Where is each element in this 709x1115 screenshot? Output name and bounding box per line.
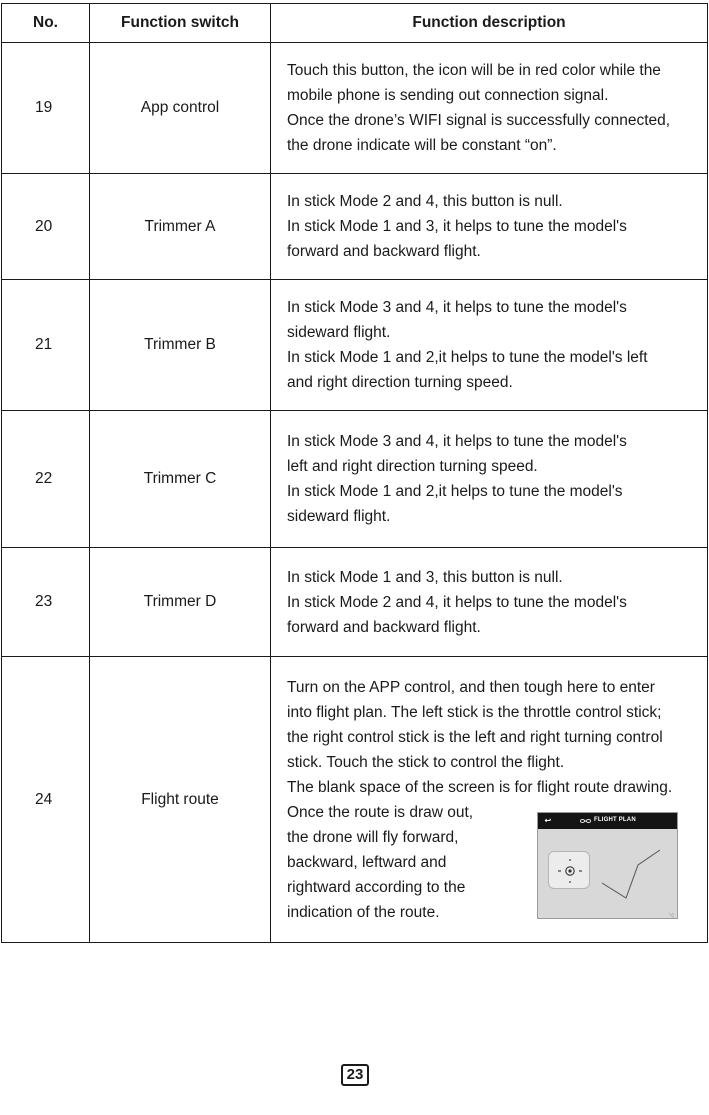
description-line: In stick Mode 1 and 2,it helps to tune the model's left xyxy=(287,349,648,366)
description-line: sideward flight. xyxy=(287,508,391,525)
table-row xyxy=(2,280,708,411)
description-line: into flight plan. The left stick is the throttle control stick; xyxy=(287,703,662,721)
function-description xyxy=(271,280,708,411)
description-line: forward and backward flight. xyxy=(287,243,481,260)
description-line: stick. Touch the stick to control the flight. xyxy=(287,753,565,771)
header-no: No. xyxy=(2,4,90,43)
function-description xyxy=(271,43,708,174)
function-name: Trimmer C xyxy=(90,411,271,548)
virtual-joystick xyxy=(548,851,590,889)
description-line: In stick Mode 3 and 4, it helps to tune the model's xyxy=(287,433,627,450)
description-line: In stick Mode 3 and 4, it helps to tune the model's xyxy=(287,299,627,316)
description-line: the drone will fly forward, xyxy=(287,828,459,846)
description-line: indication of the route. xyxy=(287,903,440,921)
row-number: 19 xyxy=(2,43,90,174)
description-line: and right direction turning speed. xyxy=(287,374,513,391)
description-line: In stick Mode 1 and 2,it helps to tune the model's xyxy=(287,483,623,500)
description-line: In stick Mode 1 and 3, it helps to tune the model's xyxy=(287,218,627,235)
description-line: forward and backward flight. xyxy=(287,618,481,636)
table-row xyxy=(2,548,708,657)
description-line: sideward flight. xyxy=(287,324,391,341)
flight-plan-title-bar xyxy=(538,813,677,829)
table-row xyxy=(2,174,708,280)
description-line: Touch this button, the icon will be in red color while the xyxy=(287,62,661,79)
description-line: Once the drone’s WIFI signal is successfully connected, xyxy=(287,112,671,129)
row-number: 22 xyxy=(2,411,90,548)
function-name: App control xyxy=(90,43,271,174)
header-function-switch: Function switch xyxy=(90,4,271,43)
row-number: 23 xyxy=(2,548,90,657)
description-line: the right control stick is the left and right turning control xyxy=(287,728,663,746)
row-number: 24 xyxy=(2,657,90,943)
description-line: In stick Mode 1 and 3, this button is null. xyxy=(287,568,563,586)
description-line: mobile phone is sending out connection signal. xyxy=(287,87,609,104)
function-name: Flight route xyxy=(90,657,271,943)
description-line: Turn on the APP control, and then tough here to enter xyxy=(287,678,655,696)
function-description xyxy=(271,174,708,280)
function-name: Trimmer D xyxy=(90,548,271,657)
table-row xyxy=(2,43,708,174)
back-arrow-icon: ↩ xyxy=(544,816,552,825)
page-number: 23 xyxy=(341,1064,369,1086)
description-line: backward, leftward and xyxy=(287,853,447,871)
table-row xyxy=(2,411,708,548)
flight-route-description xyxy=(287,675,701,925)
row-number: 21 xyxy=(2,280,90,411)
table-row xyxy=(2,657,708,943)
function-name: Trimmer A xyxy=(90,174,271,280)
description-line: left and right direction turning speed. xyxy=(287,458,538,475)
function-description xyxy=(271,548,708,657)
description-line: Once the route is draw out, xyxy=(287,803,474,821)
table-header-row xyxy=(2,4,708,43)
function-table xyxy=(1,3,708,943)
function-name: Trimmer B xyxy=(90,280,271,411)
joystick-icon xyxy=(549,852,591,890)
description-line: the drone indicate will be constant “on”. xyxy=(287,137,557,154)
flight-plan-title: FLIGHT PLAN xyxy=(594,817,636,823)
description-line: The blank space of the screen is for flight route drawing. xyxy=(287,778,673,796)
description-line: rightward according to the xyxy=(287,878,466,896)
drone-icon xyxy=(580,818,591,824)
function-description xyxy=(271,411,708,548)
function-description xyxy=(271,657,708,943)
flight-plan-screenshot xyxy=(537,812,678,919)
description-line: In stick Mode 2 and 4, this button is null. xyxy=(287,193,563,210)
row-number: 20 xyxy=(2,174,90,280)
description-line: In stick Mode 2 and 4, it helps to tune the model's xyxy=(287,593,627,611)
header-function-description: Function description xyxy=(271,4,708,43)
